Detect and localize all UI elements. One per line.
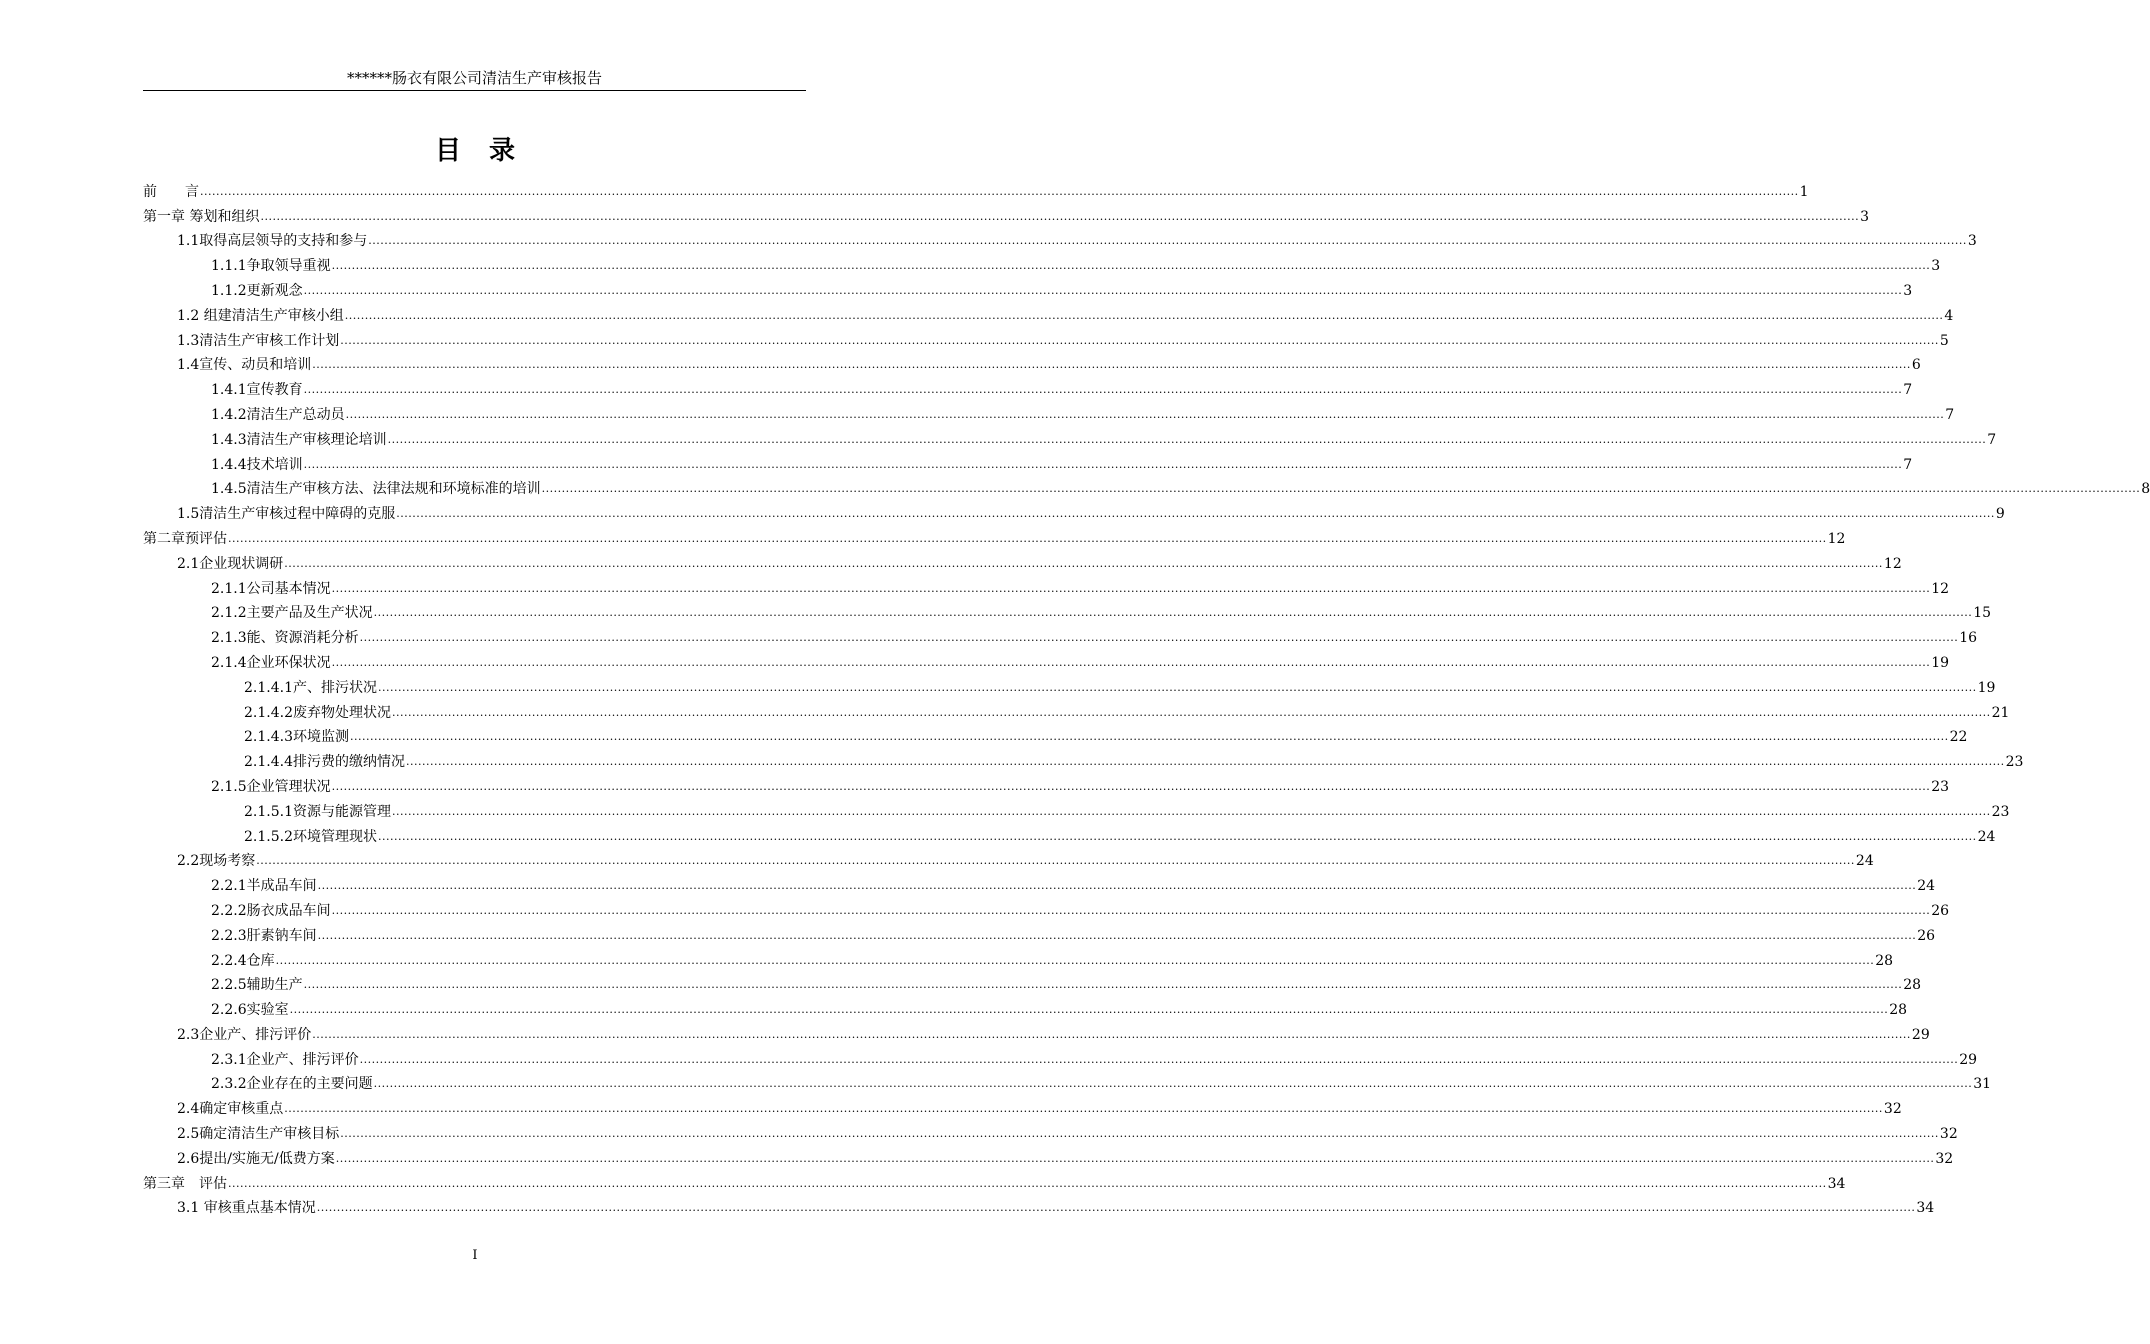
toc-entry-label: 2.1.3能、资源消耗分析: [211, 630, 359, 647]
toc-entry[interactable]: [143, 1019, 1930, 1044]
toc-entry-label: 第二章预评估: [143, 530, 227, 547]
toc-entry[interactable]: [143, 374, 1913, 399]
page-number: I: [472, 1248, 478, 1263]
toc-entry-label: 2.4确定审核重点: [177, 1101, 284, 1118]
dot-leader: ................................................................................................................................................................................................................................................................................................................................................................................................................: [344, 308, 1944, 322]
toc-entry-label: 2.1.4.2废弃物处理状况: [244, 704, 391, 721]
toc-entry-page: 23: [2005, 754, 2024, 771]
toc-entry[interactable]: [143, 1168, 1846, 1193]
toc-entry-label: 1.2 组建清洁生产审核小组: [177, 307, 344, 324]
toc-entry[interactable]: [143, 920, 1936, 945]
toc-entry-page: 5: [1939, 332, 1949, 349]
toc-entry-page: 23: [1991, 803, 2010, 820]
toc-entry-label: 1.4.2清洁生产总动员: [211, 406, 345, 423]
toc-entry-page: 15: [1973, 605, 1992, 622]
toc-entry-page: 7: [1945, 406, 1955, 423]
dot-leader: ................................................................................................................................................................................................................................................................................................................................................................................................................: [340, 333, 1939, 347]
toc-entry[interactable]: [143, 622, 1978, 647]
dot-leader: ................................................................................................................................................................................................................................................................................................................................................................................................................: [405, 755, 2005, 769]
toc-entry-label: 2.1.5.2环境管理现状: [244, 828, 377, 845]
toc-entry-label: 2.2.6实验室: [211, 1002, 289, 1019]
toc-entry-label: 2.1.5.1资源与能源管理: [244, 803, 391, 820]
toc-entry-label: 2.1.5企业管理状况: [211, 778, 331, 795]
toc-entry[interactable]: [143, 1193, 1935, 1218]
header-rule: [143, 90, 806, 91]
dot-leader: ................................................................................................................................................................................................................................................................................................................................................................................................................: [228, 531, 1827, 545]
dot-leader: ................................................................................................................................................................................................................................................................................................................................................................................................................: [317, 879, 1917, 893]
toc-entry-label: 2.1.2主要产品及生产状况: [211, 605, 373, 622]
toc-entry[interactable]: [143, 498, 2005, 523]
toc-entry[interactable]: [143, 994, 1908, 1019]
toc-entry[interactable]: [143, 647, 1950, 672]
toc-entry[interactable]: [143, 1093, 1902, 1118]
table-of-contents: [143, 176, 2150, 1217]
toc-entry-label: 2.1.4.3环境监测: [244, 729, 349, 746]
toc-entry[interactable]: [143, 226, 1977, 251]
toc-entry[interactable]: [143, 573, 1950, 598]
dot-leader: ................................................................................................................................................................................................................................................................................................................................................................................................................: [316, 1201, 1916, 1215]
toc-entry-page: 12: [1883, 555, 1902, 572]
toc-entry[interactable]: [143, 201, 1870, 226]
toc-entry-label: 1.4.4技术培训: [211, 456, 303, 473]
page-header: ******肠衣有限公司清洁生产审核报告: [346, 69, 602, 87]
dot-leader: ................................................................................................................................................................................................................................................................................................................................................................................................................: [377, 680, 1977, 694]
toc-entry-label: 2.3企业产、排污评价: [177, 1026, 312, 1043]
toc-entry-label: 1.4.5清洁生产审核方法、法律法规和环境标准的培训: [211, 481, 541, 498]
toc-entry-page: 21: [1991, 704, 2010, 721]
toc-entry[interactable]: [143, 1118, 1958, 1143]
dot-leader: ................................................................................................................................................................................................................................................................................................................................................................................................................: [317, 928, 1917, 942]
toc-entry[interactable]: [143, 1044, 1978, 1069]
toc-entry-page: 3: [1931, 258, 1941, 275]
dot-leader: ................................................................................................................................................................................................................................................................................................................................................................................................................: [331, 779, 1931, 793]
toc-entry-page: 29: [1911, 1026, 1930, 1043]
toc-entry-page: 22: [1949, 729, 1968, 746]
toc-entry[interactable]: [143, 970, 1922, 995]
toc-entry-page: 28: [1875, 952, 1894, 969]
toc-entry-label: 前 言: [143, 183, 199, 200]
dot-leader: ................................................................................................................................................................................................................................................................................................................................................................................................................: [312, 358, 1911, 372]
toc-entry-page: 12: [1827, 530, 1846, 547]
toc-entry[interactable]: [143, 1143, 1954, 1168]
dot-leader: ................................................................................................................................................................................................................................................................................................................................................................................................................: [228, 1176, 1827, 1190]
toc-entry-label: 2.2现场考察: [177, 853, 256, 870]
toc-entry-page: 16: [1959, 630, 1978, 647]
dot-leader: ................................................................................................................................................................................................................................................................................................................................................................................................................: [331, 581, 1931, 595]
dot-leader: ................................................................................................................................................................................................................................................................................................................................................................................................................: [284, 556, 1883, 570]
toc-entry[interactable]: [143, 449, 1913, 474]
dot-leader: ................................................................................................................................................................................................................................................................................................................................................................................................................: [335, 1151, 1935, 1165]
dot-leader: ................................................................................................................................................................................................................................................................................................................................................................................................................: [303, 383, 1903, 397]
toc-entry-page: 3: [1903, 282, 1913, 299]
toc-entry-page: 24: [1977, 828, 1996, 845]
toc-entry[interactable]: [143, 275, 1913, 300]
toc-entry-page: 28: [1903, 977, 1922, 994]
dot-leader: ................................................................................................................................................................................................................................................................................................................................................................................................................: [331, 259, 1931, 273]
toc-entry-label: 2.2.1半成品车间: [211, 878, 317, 895]
dot-leader: ................................................................................................................................................................................................................................................................................................................................................................................................................: [200, 184, 1799, 198]
dot-leader: ................................................................................................................................................................................................................................................................................................................................................................................................................: [331, 655, 1931, 669]
toc-entry-page: 34: [1916, 1200, 1935, 1217]
toc-entry-page: 9: [1995, 506, 2005, 523]
dot-leader: ................................................................................................................................................................................................................................................................................................................................................................................................................: [373, 606, 1973, 620]
toc-entry-page: 24: [1855, 853, 1874, 870]
toc-entry[interactable]: [143, 846, 1874, 871]
toc-entry-label: 2.6提出/实施无/低费方案: [177, 1150, 335, 1167]
toc-entry-page: 7: [1987, 431, 1997, 448]
toc-entry-page: 23: [1931, 778, 1950, 795]
toc-entry-page: 3: [1967, 233, 1977, 250]
toc-entry-page: 24: [1917, 878, 1936, 895]
toc-entry-page: 6: [1911, 357, 1921, 374]
toc-entry[interactable]: [143, 945, 1894, 970]
dot-leader: ................................................................................................................................................................................................................................................................................................................................................................................................................: [541, 482, 2141, 496]
toc-entry[interactable]: [143, 399, 1955, 424]
toc-title: 目录: [434, 136, 543, 166]
toc-entry-label: 2.1企业现状调研: [177, 555, 284, 572]
dot-leader: ................................................................................................................................................................................................................................................................................................................................................................................................................: [345, 407, 1945, 421]
toc-entry-page: 32: [1939, 1126, 1958, 1143]
toc-entry[interactable]: [143, 796, 2010, 821]
toc-entry-label: 3.1 审核重点基本情况: [177, 1200, 316, 1217]
toc-entry-label: 第一章 筹划和组织: [143, 208, 260, 225]
dot-leader: ................................................................................................................................................................................................................................................................................................................................................................................................................: [349, 730, 1949, 744]
toc-entry[interactable]: [143, 746, 2024, 771]
toc-entry[interactable]: [143, 424, 1997, 449]
toc-entry-page: 19: [1931, 654, 1950, 671]
dot-leader: ................................................................................................................................................................................................................................................................................................................................................................................................................: [391, 804, 1991, 818]
toc-entry[interactable]: [143, 722, 1968, 747]
toc-entry-label: 2.1.4企业环保状况: [211, 654, 331, 671]
dot-leader: ................................................................................................................................................................................................................................................................................................................................................................................................................: [359, 631, 1959, 645]
toc-entry-page: 3: [1860, 208, 1870, 225]
toc-entry-page: 19: [1977, 679, 1996, 696]
toc-entry-label: 1.1.2更新观念: [211, 282, 303, 299]
dot-leader: ................................................................................................................................................................................................................................................................................................................................................................................................................: [289, 1003, 1889, 1017]
dot-leader: ................................................................................................................................................................................................................................................................................................................................................................................................................: [303, 457, 1903, 471]
toc-entry-page: 31: [1973, 1076, 1992, 1093]
toc-entry-page: 26: [1917, 927, 1936, 944]
dot-leader: ................................................................................................................................................................................................................................................................................................................................................................................................................: [256, 854, 1855, 868]
dot-leader: ................................................................................................................................................................................................................................................................................................................................................................................................................: [331, 903, 1931, 917]
toc-entry-page: 34: [1827, 1175, 1846, 1192]
toc-entry-page: 1: [1799, 183, 1809, 200]
toc-entry[interactable]: [143, 250, 1941, 275]
toc-entry[interactable]: [143, 325, 1949, 350]
toc-entry-label: 2.2.2肠衣成品车间: [211, 902, 331, 919]
toc-entry-label: 1.1取得高层领导的支持和参与: [177, 233, 368, 250]
dot-leader: ................................................................................................................................................................................................................................................................................................................................................................................................................: [377, 829, 1977, 843]
dot-leader: ................................................................................................................................................................................................................................................................................................................................................................................................................: [373, 1077, 1973, 1091]
toc-entry-label: 2.2.4仓库: [211, 952, 275, 969]
dot-leader: ................................................................................................................................................................................................................................................................................................................................................................................................................: [368, 234, 1967, 248]
dot-leader: ................................................................................................................................................................................................................................................................................................................................................................................................................: [275, 953, 1875, 967]
dot-leader: ................................................................................................................................................................................................................................................................................................................................................................................................................: [312, 1027, 1911, 1041]
toc-entry-page: 8: [2141, 481, 2150, 498]
toc-entry-label: 1.4宣传、动员和培训: [177, 357, 312, 374]
toc-entry[interactable]: [143, 821, 1996, 846]
toc-entry[interactable]: [143, 895, 1950, 920]
toc-entry-page: 7: [1903, 382, 1913, 399]
dot-leader: ................................................................................................................................................................................................................................................................................................................................................................................................................: [303, 283, 1903, 297]
toc-entry-label: 1.4.1宣传教育: [211, 382, 303, 399]
toc-entry-label: 2.3.2企业存在的主要问题: [211, 1076, 373, 1093]
toc-entry[interactable]: [143, 598, 1992, 623]
toc-entry[interactable]: [143, 548, 1902, 573]
dot-leader: ................................................................................................................................................................................................................................................................................................................................................................................................................: [260, 209, 1860, 223]
dot-leader: ................................................................................................................................................................................................................................................................................................................................................................................................................: [303, 978, 1903, 992]
toc-entry[interactable]: [143, 300, 1954, 325]
toc-entry[interactable]: [143, 1069, 1992, 1094]
toc-entry-label: 2.5确定清洁生产审核目标: [177, 1126, 340, 1143]
toc-entry-label: 2.1.4.4排污费的缴纳情况: [244, 754, 405, 771]
toc-entry[interactable]: [143, 697, 2010, 722]
toc-entry-page: 28: [1889, 1002, 1908, 1019]
toc-entry-label: 1.5清洁生产审核过程中障碍的克服: [177, 506, 396, 523]
toc-entry-page: 4: [1944, 307, 1954, 324]
toc-entry-label: 1.4.3清洁生产审核理论培训: [211, 431, 387, 448]
toc-entry-page: 29: [1959, 1051, 1978, 1068]
dot-leader: ................................................................................................................................................................................................................................................................................................................................................................................................................: [284, 1102, 1883, 1116]
toc-entry[interactable]: [143, 350, 1921, 375]
toc-entry-label: 2.1.1公司基本情况: [211, 580, 331, 597]
dot-leader: ................................................................................................................................................................................................................................................................................................................................................................................................................: [396, 507, 1995, 521]
toc-entry[interactable]: [143, 672, 1996, 697]
toc-entry-page: 26: [1931, 902, 1950, 919]
toc-entry[interactable]: [143, 771, 1950, 796]
toc-entry-label: 2.2.3肝素钠车间: [211, 927, 317, 944]
toc-entry-page: 32: [1935, 1150, 1954, 1167]
toc-entry[interactable]: [143, 523, 1846, 548]
toc-entry-label: 1.1.1争取领导重视: [211, 258, 331, 275]
toc-entry[interactable]: [143, 870, 1936, 895]
toc-entry-label: 2.1.4.1产、排污状况: [244, 679, 377, 696]
toc-entry[interactable]: [143, 474, 2150, 499]
dot-leader: ................................................................................................................................................................................................................................................................................................................................................................................................................: [340, 1127, 1939, 1141]
toc-entry-label: 2.3.1企业产、排污评价: [211, 1051, 359, 1068]
toc-entry-label: 2.2.5辅助生产: [211, 977, 303, 994]
dot-leader: ................................................................................................................................................................................................................................................................................................................................................................................................................: [387, 432, 1987, 446]
toc-entry-page: 7: [1903, 456, 1913, 473]
dot-leader: ................................................................................................................................................................................................................................................................................................................................................................................................................: [391, 705, 1991, 719]
toc-entry-page: 32: [1883, 1101, 1902, 1118]
toc-entry-label: 1.3清洁生产审核工作计划: [177, 332, 340, 349]
toc-entry-page: 12: [1931, 580, 1950, 597]
dot-leader: ................................................................................................................................................................................................................................................................................................................................................................................................................: [359, 1052, 1959, 1066]
toc-entry-label: 第三章 评估: [143, 1175, 227, 1192]
toc-entry[interactable]: [143, 176, 1809, 201]
